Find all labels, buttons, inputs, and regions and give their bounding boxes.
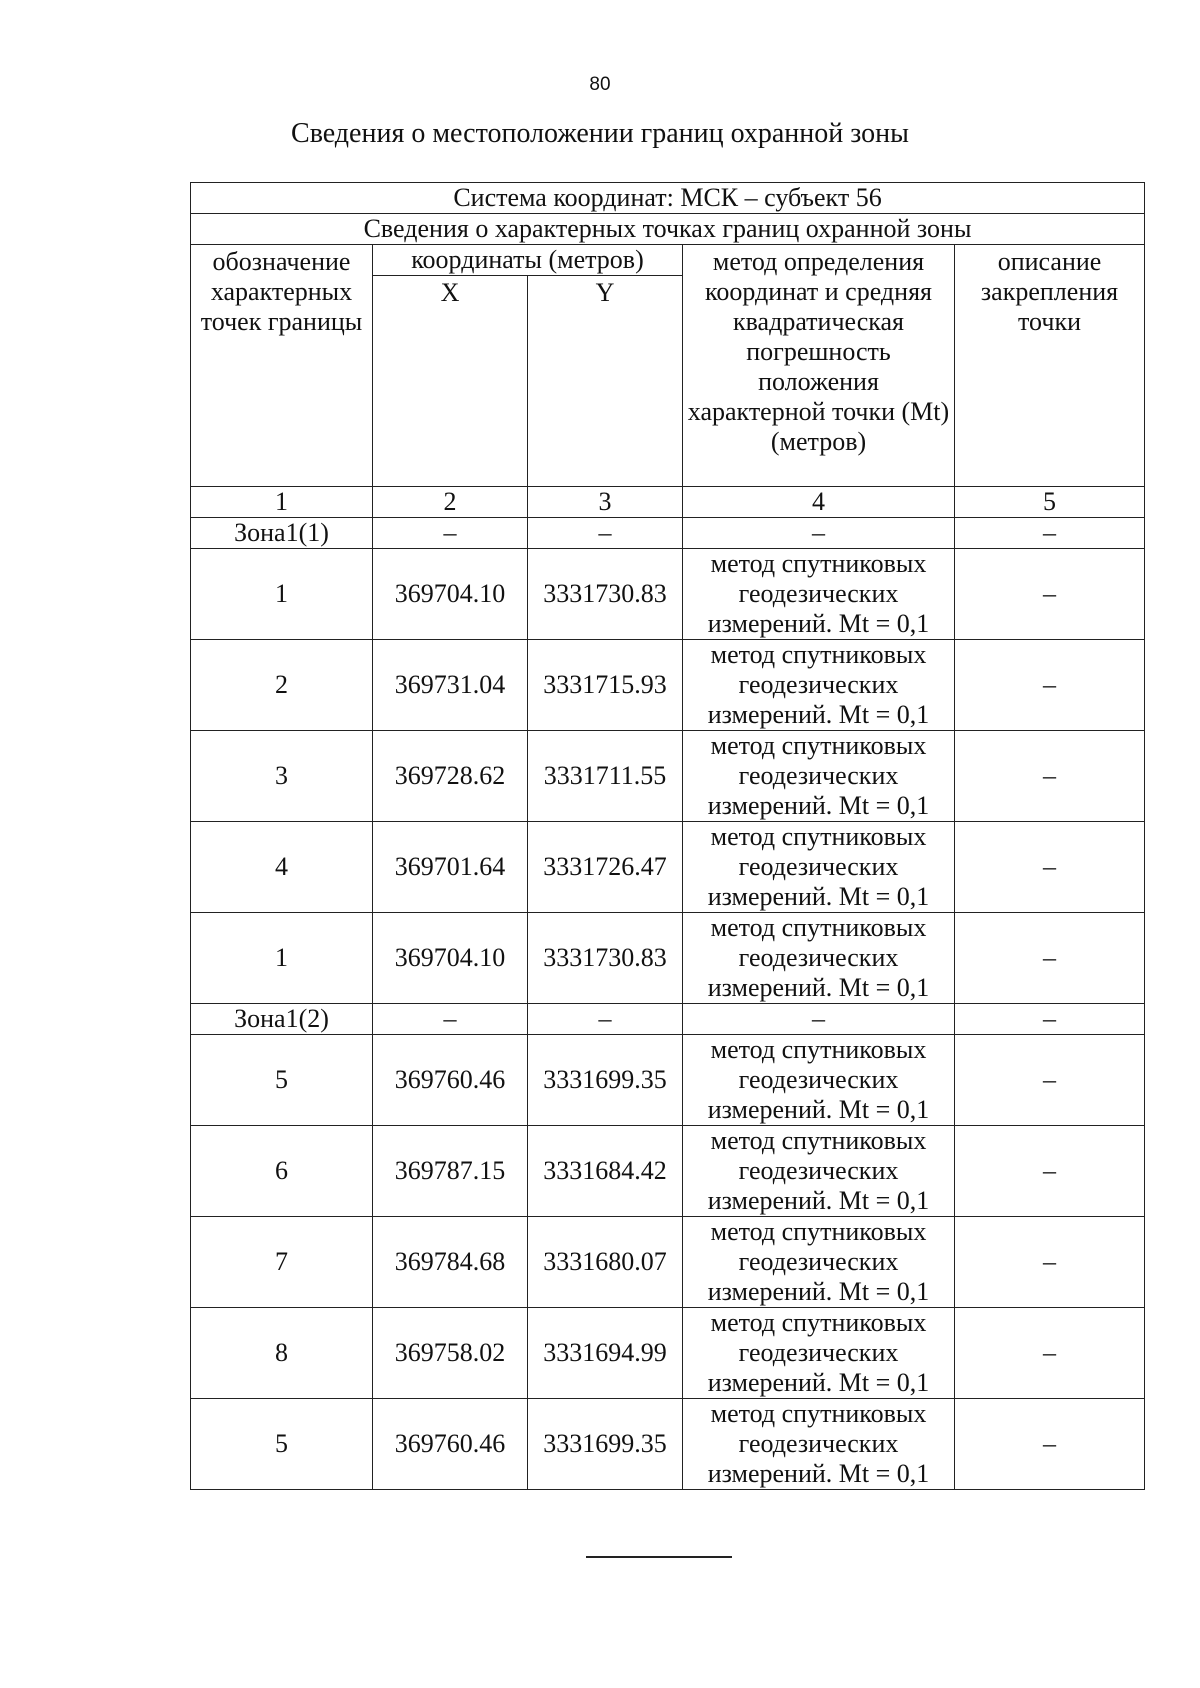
method-line: геодезических	[738, 943, 899, 972]
point-x: 369784.68	[373, 1217, 528, 1308]
method-line: метод спутниковых	[710, 731, 927, 760]
point-row	[191, 822, 1145, 913]
point-id: 4	[191, 822, 373, 913]
point-y: 3331726.47	[528, 822, 683, 913]
point-y: 3331694.99	[528, 1308, 683, 1399]
method-line: измерений. Mt = 0,1	[707, 700, 930, 729]
point-method	[683, 1035, 955, 1126]
method-line: метод спутниковых	[710, 640, 927, 669]
point-y: 3331730.83	[528, 913, 683, 1004]
method-line: геодезических	[738, 852, 899, 881]
method-line: метод спутниковых	[710, 549, 927, 578]
coord-system-cell: Система координат: МСК – субъект 56	[191, 183, 1145, 214]
method-line: метод спутниковых	[710, 1308, 927, 1337]
method-line: измерений. Mt = 0,1	[707, 882, 930, 911]
method-line: геодезических	[738, 1065, 899, 1094]
point-description: –	[955, 731, 1145, 822]
method-line: метод спутниковых	[710, 1035, 927, 1064]
method-line: измерений. Mt = 0,1	[707, 1186, 930, 1215]
zone-row	[191, 1004, 1145, 1035]
header-method: метод определения координат и средняя квадратическая погрешность положения характерной точки (Mt) (метров)	[683, 245, 955, 487]
point-method	[683, 549, 955, 640]
point-description: –	[955, 913, 1145, 1004]
empty-dash: –	[955, 518, 1145, 549]
point-y: 3331699.35	[528, 1399, 683, 1490]
zone-row	[191, 518, 1145, 549]
method-line: измерений. Mt = 0,1	[707, 1368, 930, 1397]
point-row	[191, 913, 1145, 1004]
point-method	[683, 731, 955, 822]
point-x: 369731.04	[373, 640, 528, 731]
point-description: –	[955, 1399, 1145, 1490]
point-id: 2	[191, 640, 373, 731]
zone-name: Зона1(1)	[191, 518, 373, 549]
empty-dash: –	[373, 1004, 528, 1035]
method-line: геодезических	[738, 761, 899, 790]
point-x: 369758.02	[373, 1308, 528, 1399]
point-x: 369760.46	[373, 1399, 528, 1490]
point-description: –	[955, 822, 1145, 913]
point-row	[191, 1217, 1145, 1308]
footer-divider	[586, 1556, 732, 1558]
point-x: 369704.10	[373, 549, 528, 640]
empty-dash: –	[955, 1004, 1145, 1035]
coordinates-table	[190, 182, 1145, 1490]
point-id: 5	[191, 1399, 373, 1490]
method-line: метод спутниковых	[710, 913, 927, 942]
point-description: –	[955, 1126, 1145, 1217]
empty-dash: –	[528, 518, 683, 549]
method-line: метод спутниковых	[710, 1217, 927, 1246]
point-y: 3331730.83	[528, 549, 683, 640]
point-y: 3331684.42	[528, 1126, 683, 1217]
column-number: 4	[683, 487, 955, 518]
empty-dash: –	[683, 1004, 955, 1035]
point-x: 369704.10	[373, 913, 528, 1004]
point-row	[191, 731, 1145, 822]
point-id: 3	[191, 731, 373, 822]
point-row	[191, 549, 1145, 640]
method-line: метод спутниковых	[710, 1399, 927, 1428]
method-line: измерений. Mt = 0,1	[707, 1095, 930, 1124]
method-line: измерений. Mt = 0,1	[707, 791, 930, 820]
point-method	[683, 1399, 955, 1490]
point-id: 6	[191, 1126, 373, 1217]
method-line: измерений. Mt = 0,1	[707, 1459, 930, 1488]
point-description: –	[955, 1035, 1145, 1126]
method-line: геодезических	[738, 579, 899, 608]
method-line: геодезических	[738, 1156, 899, 1185]
column-number: 3	[528, 487, 683, 518]
point-x: 369787.15	[373, 1126, 528, 1217]
point-row	[191, 1399, 1145, 1490]
point-description: –	[955, 1217, 1145, 1308]
point-method	[683, 640, 955, 731]
method-line: геодезических	[738, 1338, 899, 1367]
point-y: 3331711.55	[528, 731, 683, 822]
method-line: измерений. Mt = 0,1	[707, 973, 930, 1002]
point-y: 3331715.93	[528, 640, 683, 731]
empty-dash: –	[373, 518, 528, 549]
subtitle-cell: Сведения о характерных точках границ охранной зоны	[191, 214, 1145, 245]
header-x: X	[373, 276, 528, 487]
header-y: Y	[528, 276, 683, 487]
point-row	[191, 1308, 1145, 1399]
point-description: –	[955, 549, 1145, 640]
point-method	[683, 913, 955, 1004]
method-line: геодезических	[738, 1429, 899, 1458]
column-number: 5	[955, 487, 1145, 518]
point-id: 7	[191, 1217, 373, 1308]
column-numbers-row	[191, 487, 1145, 518]
method-line: метод спутниковых	[710, 1126, 927, 1155]
point-description: –	[955, 640, 1145, 731]
empty-dash: –	[683, 518, 955, 549]
point-method	[683, 1126, 955, 1217]
point-description: –	[955, 1308, 1145, 1399]
header-point-designation: обозначение характерных точек границы	[191, 245, 373, 487]
point-y: 3331680.07	[528, 1217, 683, 1308]
header-description: описание закрепления точки	[955, 245, 1145, 487]
point-row	[191, 640, 1145, 731]
point-id: 1	[191, 549, 373, 640]
header-coordinates: координаты (метров)	[373, 245, 683, 276]
column-number: 2	[373, 487, 528, 518]
point-id: 1	[191, 913, 373, 1004]
point-x: 369728.62	[373, 731, 528, 822]
point-id: 5	[191, 1035, 373, 1126]
method-line: геодезических	[738, 670, 899, 699]
zone-name: Зона1(2)	[191, 1004, 373, 1035]
method-line: измерений. Mt = 0,1	[707, 1277, 930, 1306]
coord-system-row	[191, 183, 1145, 214]
method-line: геодезических	[738, 1247, 899, 1276]
point-x: 369701.64	[373, 822, 528, 913]
method-line: измерений. Mt = 0,1	[707, 609, 930, 638]
method-line: метод спутниковых	[710, 822, 927, 851]
point-row	[191, 1035, 1145, 1126]
empty-dash: –	[528, 1004, 683, 1035]
point-id: 8	[191, 1308, 373, 1399]
point-method	[683, 1217, 955, 1308]
point-method	[683, 1308, 955, 1399]
point-method	[683, 822, 955, 913]
column-number: 1	[191, 487, 373, 518]
subtitle-row	[191, 214, 1145, 245]
point-y: 3331699.35	[528, 1035, 683, 1126]
header-row	[191, 245, 1145, 276]
document-title: Сведения о местоположении границ охранной зоны	[291, 118, 909, 149]
page-number: 80	[589, 74, 611, 95]
point-row	[191, 1126, 1145, 1217]
point-x: 369760.46	[373, 1035, 528, 1126]
